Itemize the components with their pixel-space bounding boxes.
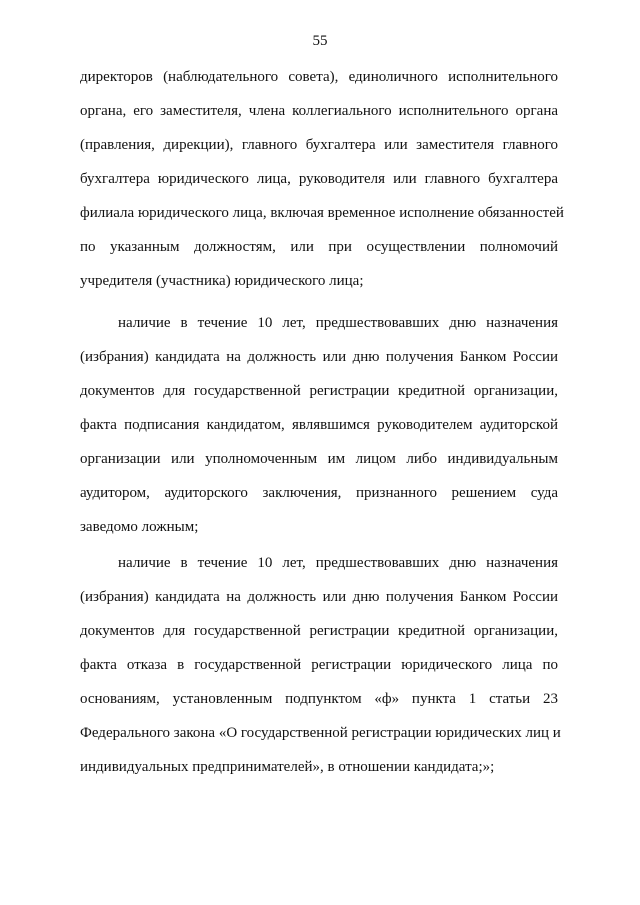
page-number: 55: [312, 33, 328, 49]
text-line: по указанным должностям, или при осуществлении полномочий: [80, 239, 558, 255]
text-line: индивидуальных предпринимателей», в отношении кандидата;»;: [80, 759, 495, 775]
text-line: учредителя (участника) юридического лица;: [80, 273, 364, 289]
text-line: (избрания) кандидата на должность или дню получения Банком России: [80, 349, 558, 365]
text-line: документов для государственной регистрации кредитной организации,: [80, 623, 558, 639]
paragraph-registration-refusal: [80, 546, 561, 784]
text-line: наличие в течение 10 лет, предшествовавших дню назначения: [118, 555, 558, 571]
paragraph-directors: [80, 60, 564, 298]
text-line: бухгалтера юридического лица, руководителя или главного бухгалтера: [80, 171, 558, 187]
text-line: аудитором, аудиторского заключения, признанного решением суда: [80, 485, 558, 501]
text-line: директоров (наблюдательного совета), единоличного исполнительного: [80, 69, 558, 85]
text-line: факта подписания кандидатом, являвшимся руководителем аудиторской: [80, 417, 558, 433]
text-line: филиала юридического лица, включая временное исполнение обязанностей: [80, 205, 564, 221]
text-line: факта отказа в государственной регистрации юридического лица по: [80, 657, 558, 673]
text-line: организации или уполномоченным им лицом либо индивидуальным: [80, 451, 558, 467]
text-line: Федерального закона «О государственной регистрации юридических лиц и: [80, 725, 561, 741]
text-line: органа, его заместителя, члена коллегиального исполнительного органа: [80, 103, 558, 119]
text-line: основаниям, установленным подпунктом «ф» пункта 1 статьи 23: [80, 691, 558, 707]
text-line: (правления, дирекции), главного бухгалтера или заместителя главного: [80, 137, 558, 153]
text-line: наличие в течение 10 лет, предшествовавших дню назначения: [118, 315, 558, 331]
paragraph-audit-conclusion: [80, 306, 558, 544]
text-line: документов для государственной регистрации кредитной организации,: [80, 383, 558, 399]
text-line: заведомо ложным;: [80, 519, 199, 535]
text-line: (избрания) кандидата на должность или дню получения Банком России: [80, 589, 558, 605]
